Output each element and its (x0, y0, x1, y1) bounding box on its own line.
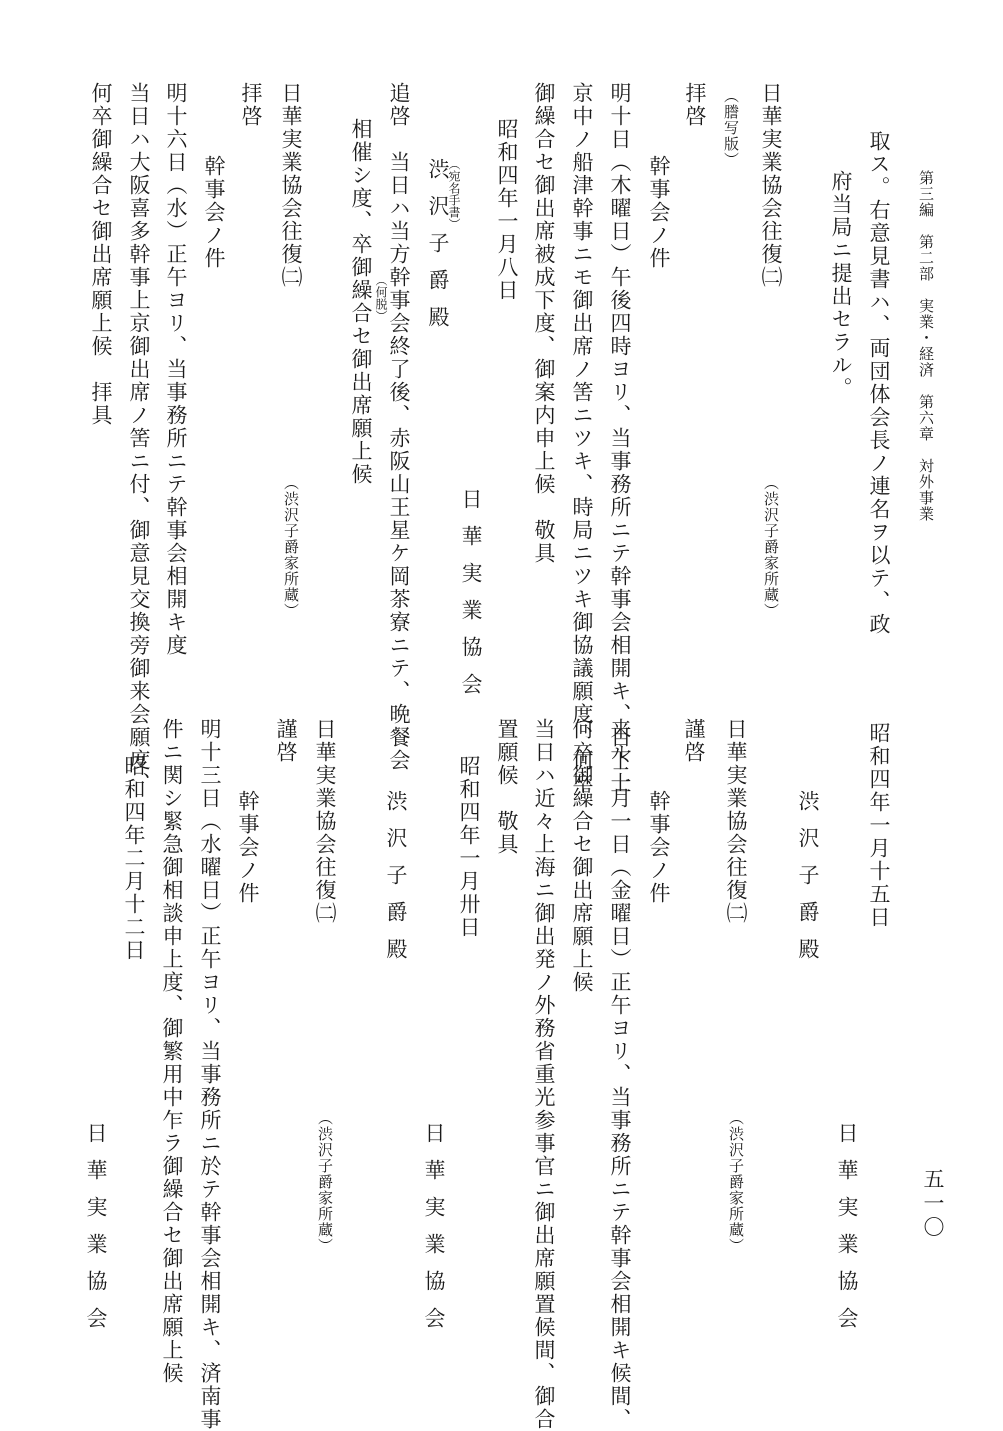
addressee: 渋沢子爵殿 (426, 158, 450, 343)
letter-date: 昭和四年一月十五日 (867, 722, 891, 929)
text-column: 置願候 敬具 (495, 718, 519, 856)
running-head: 第三編 第二部 実業・経済 第六章 対外事業 (917, 170, 935, 522)
subject-line: 幹事会ノ件 (647, 790, 671, 905)
sender-signature: 日華実業協会 (459, 488, 483, 710)
sender-signature: 日華実業協会 (422, 1122, 446, 1344)
source-note: （渋沢子爵家所蔵） (282, 475, 300, 619)
text-column: 何卒御繰合セ御出席願上候 (570, 718, 594, 994)
source-note: （渋沢子爵家所蔵） (316, 1110, 334, 1254)
subject-line: 幹事会ノ件 (202, 155, 226, 270)
letter-date: 昭和四年二月十二日 (122, 755, 146, 962)
text-column: 御繰合セ御出席被成下度、御案内申上候 敬具 (532, 82, 556, 565)
salutation: 謹啓 (682, 718, 706, 764)
salutation: 拝啓 (239, 82, 263, 128)
addressee: 渋沢子爵殿 (796, 790, 820, 975)
annotation: （宛名手書） (447, 158, 461, 230)
text-column: 当日ハ大阪喜多幹事上京御出席ノ筈ニ付、御意見交換旁御来会願度、 (127, 82, 151, 795)
sender-signature: 日華実業協会 (835, 1122, 859, 1344)
subject-line: 幹事会ノ件 (236, 790, 260, 905)
text-column: 明十三日（水曜日）正午ヨリ、当事務所ニ於テ幹事会相開キ、済南事 (198, 718, 222, 1431)
text-column: 相催シ度、卒御繰合セ御出席願上候 (349, 118, 373, 486)
text-column: 件ニ関シ緊急御相談申上度、御繁用中乍ラ御繰合セ御出席願上候 (160, 718, 184, 1385)
letter-heading: 日華実業協会往復㈡ (724, 718, 748, 925)
text-column: 来ル二月一日（金曜日）正午ヨリ、当事務所ニテ幹事会相開キ候間、 (608, 718, 632, 1431)
letter-date: 昭和四年一月卅日 (457, 755, 481, 939)
salutation: 謹啓 (274, 718, 298, 764)
print-note: （謄写版） (722, 88, 740, 168)
text-column: 当日ハ近々上海ニ御出発ノ外務省重光参事官ニ御出席願置候間、御合 (532, 718, 556, 1431)
letter-heading: 日華実業協会往復㈡ (313, 718, 337, 925)
addressee: 渋沢子爵殿 (384, 790, 408, 975)
letter-heading: 日華実業協会往復㈡ (759, 82, 783, 289)
annotation: （何脱） (374, 274, 388, 322)
text-column: 何卒御繰合セ御出席願上候 拝具 (89, 82, 113, 427)
page-number: 五一〇 (921, 1168, 945, 1240)
source-note: （渋沢子爵家所蔵） (727, 1110, 745, 1254)
postscript: 追啓 当日ハ当方幹事会終了後、赤阪山王星ケ岡茶寮ニテ、晩餐会 (387, 82, 411, 772)
letter-date: 昭和四年一月八日 (495, 118, 519, 302)
text-column: 府当局ニ提出セラル。 (829, 170, 853, 400)
text-column: 明十日（木曜日）午後四時ヨリ、当事務所ニテ幹事会相開キ、目下上 (608, 82, 632, 795)
letter-heading: 日華実業協会往復㈡ (279, 82, 303, 289)
salutation: 拝啓 (683, 82, 707, 128)
source-note: （渋沢子爵家所蔵） (762, 475, 780, 619)
text-column: 京中ノ船津幹事ニモ御出席ノ筈ニツキ、時局ニツキ御協議願度、何卒 (570, 82, 594, 795)
subject-line: 幹事会ノ件 (647, 155, 671, 270)
sender-signature: 日華実業協会 (84, 1122, 108, 1344)
text-column: 明十六日（水）正午ヨリ、当事務所ニテ幹事会相開キ度 (164, 82, 188, 657)
text-column: 取ス。右意見書ハ、両団体会長ノ連名ヲ以テ、政 (867, 130, 891, 636)
